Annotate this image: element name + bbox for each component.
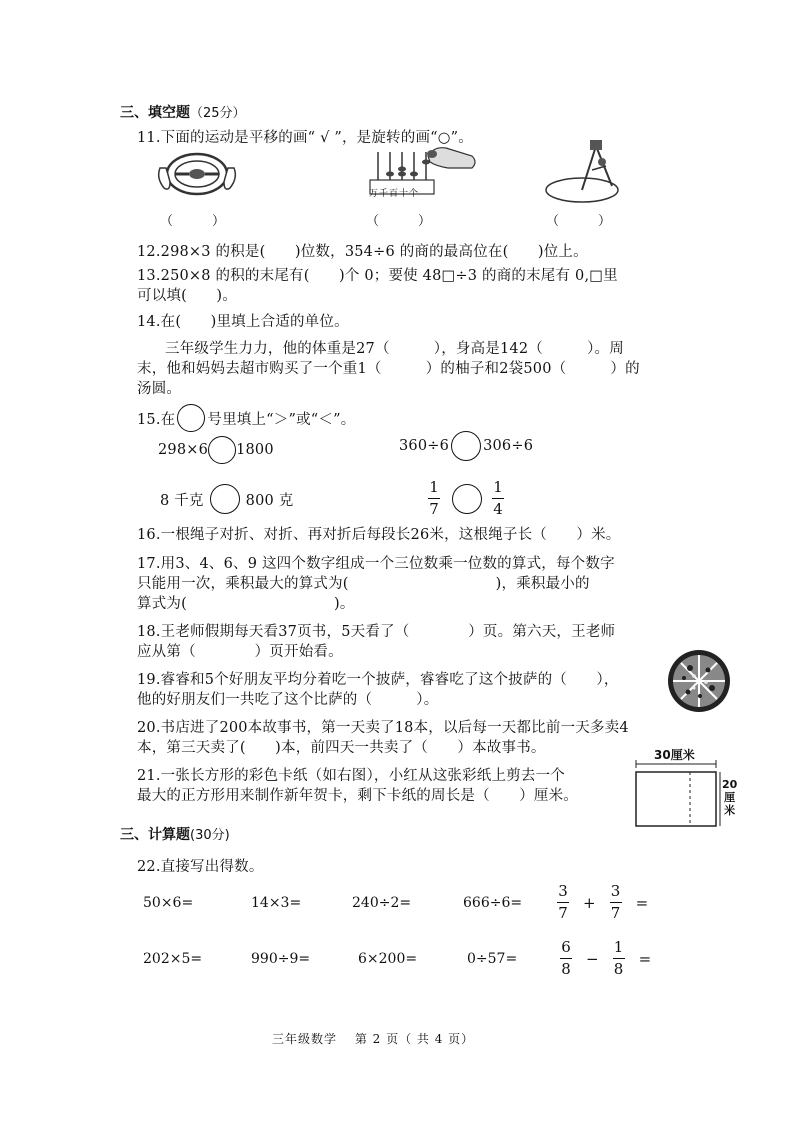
fraction-numerator: 3 <box>558 882 568 900</box>
q15-a-circle[interactable] <box>208 436 236 464</box>
q15-c-right: 800 克 <box>245 492 294 509</box>
q15-b-right: 306÷6 <box>483 438 534 454</box>
q13-line1: 13.250×8 的积的末尾有( )个 0；要使 48□÷3 的商的末尾有 0,□里 <box>137 268 618 284</box>
q17-line2: 只能用一次，乘积最大的算式为( )，乘积最小的 <box>137 576 590 592</box>
fraction-denominator: 8 <box>613 960 624 978</box>
calc-r1-3: 240÷2= <box>352 895 412 911</box>
fraction-bar <box>492 498 504 499</box>
equals-sign: = <box>635 893 649 912</box>
operator-minus: − <box>586 949 599 968</box>
section-score: (30分) <box>190 828 230 843</box>
fraction <box>613 940 625 977</box>
q15-d-circle[interactable] <box>452 484 482 514</box>
section-header-fill-blank <box>120 102 246 122</box>
q15-d-left-fraction <box>428 480 440 517</box>
q15-compare-d <box>428 480 504 517</box>
q14-line2: 三年级学生力力，他的体重是27（ ），身高是142（ ）。周 <box>165 341 624 357</box>
q15-c-circle[interactable] <box>210 484 240 514</box>
q14-line4: 汤圆。 <box>137 381 182 397</box>
fraction-bar <box>613 958 625 959</box>
calc-r2-fraction <box>560 940 651 977</box>
fraction-denominator: 7 <box>610 904 621 922</box>
q15-a-left: 298×6 <box>158 442 209 458</box>
operator-plus: + <box>583 893 596 912</box>
fraction-denominator: 4 <box>493 500 503 518</box>
q15-title <box>137 404 355 432</box>
calc-r1-fraction <box>557 884 648 921</box>
fraction-numerator: 3 <box>610 882 621 900</box>
q15-b-left: 360÷6 <box>399 438 450 454</box>
fraction-bar <box>557 902 569 903</box>
fraction-bar <box>610 902 622 903</box>
calc-r2-1: 202×5= <box>143 951 203 967</box>
q11-blank-3[interactable]: （ ） <box>546 214 612 229</box>
q22-title: 22.直接写出得数。 <box>137 859 264 875</box>
abacus-label: 万千百十个 <box>369 189 420 199</box>
steering-wheel-icon <box>156 148 238 200</box>
q15-prefix: 15.在 <box>137 411 176 428</box>
q18-line2: 应从第（ ）页开始看。 <box>137 644 343 660</box>
compass-drawing-icon <box>544 140 624 210</box>
q15-compare-b <box>399 431 533 461</box>
q21-line2: 最大的正方形用来制作新年贺卡，剩下卡纸的周长是（ ）厘米。 <box>137 788 578 804</box>
page-footer: 三年级数学 第 2 页（ 共 4 页） <box>272 1032 475 1046</box>
fraction-bar <box>560 958 572 959</box>
q15-suffix: 号里填上“＞”或“＜”。 <box>207 411 356 428</box>
q16-text: 16.一根绳子对折、对折、再对折后每段长26米，这根绳子长（ ）米。 <box>137 527 621 543</box>
rect-height-label <box>722 778 737 817</box>
section-title: 三、填空题 <box>120 105 190 121</box>
q15-c-left: 8 千克 <box>160 492 204 509</box>
circle-icon <box>177 404 205 432</box>
q17-line3: 算式为( )。 <box>137 596 355 612</box>
calc-r2-3: 6×200= <box>358 951 418 967</box>
calc-r1-1: 50×6= <box>143 895 194 911</box>
q15-b-circle[interactable] <box>451 431 481 461</box>
equals-sign: = <box>638 949 652 968</box>
fraction <box>560 940 572 977</box>
calc-r1-4: 666÷6= <box>463 895 523 911</box>
section-header-calc <box>120 824 230 844</box>
fraction-numerator: 6 <box>561 938 571 956</box>
q18-line1: 18.王老师假期每天看37页书，5天看了（ ）页。第六天，王老师 <box>137 624 616 640</box>
rect-width-label: 30厘米 <box>654 748 695 762</box>
height-label-number: 20 <box>722 778 738 791</box>
calc-r2-2: 990÷9= <box>251 951 311 967</box>
q11-blank-1[interactable]: （ ） <box>160 214 226 229</box>
q20-line1: 20.书店进了200本故事书，第一天卖了18本，以后每一天都比前一天多卖4 <box>137 720 629 736</box>
calc-r1-2: 14×3= <box>251 895 302 911</box>
q17-line1: 17.用3、4、6、9 这四个数字组成一个三位数乘一位数的算式，每个数字 <box>137 556 615 572</box>
calc-r2-4: 0÷57= <box>467 951 518 967</box>
q11-blank-2[interactable]: （ ） <box>366 214 432 229</box>
q12-text: 12.298×3 的积是( )位数，354÷6 的商的最高位在( )位上。 <box>137 244 588 260</box>
q15-a-right: 1800 <box>236 442 274 458</box>
fraction-numerator: 1 <box>613 938 624 956</box>
q11-text: 11.下面的运动是平移的画“ √ ”，是旋转的画“○”。 <box>137 130 473 146</box>
fraction-bar <box>428 498 440 499</box>
height-label-unit-1: 厘 <box>724 791 736 804</box>
section-title: 三、计算题 <box>120 827 190 843</box>
q20-line2: 本，第三天卖了( )本，前四天一共卖了（ ）本故事书。 <box>137 740 546 756</box>
q19-line2: 他的好朋友们一共吃了这个比萨的（ ）。 <box>137 692 439 708</box>
q15-compare-a <box>158 436 274 464</box>
pizza-icon <box>664 648 734 714</box>
section-score: （25分） <box>190 106 246 121</box>
q14-line1: 14.在( )里填上合适的单位。 <box>137 314 349 330</box>
q15-d-right-fraction <box>492 480 504 517</box>
height-label-unit-2: 米 <box>724 804 736 817</box>
q19-line1: 19.睿睿和5个好朋友平均分着吃一个披萨，睿睿吃了这个披萨的（ ）， <box>137 672 619 688</box>
q21-line1: 21.一张长方形的彩色卡纸（如右图），小红从这张彩纸上剪去一个 <box>137 768 566 784</box>
fraction-denominator: 7 <box>429 500 439 518</box>
fraction-denominator: 8 <box>561 960 571 978</box>
q14-line3: 末，他和妈妈去超市购买了一个重1（ ）的柚子和2袋500（ ）的 <box>137 361 640 377</box>
q15-compare-c <box>160 484 293 514</box>
fraction <box>610 884 622 921</box>
fraction-denominator: 7 <box>558 904 568 922</box>
fraction-numerator: 1 <box>429 478 439 496</box>
fraction <box>557 884 569 921</box>
fraction-numerator: 1 <box>493 478 503 496</box>
q13-line2: 可以填( )。 <box>137 288 237 304</box>
